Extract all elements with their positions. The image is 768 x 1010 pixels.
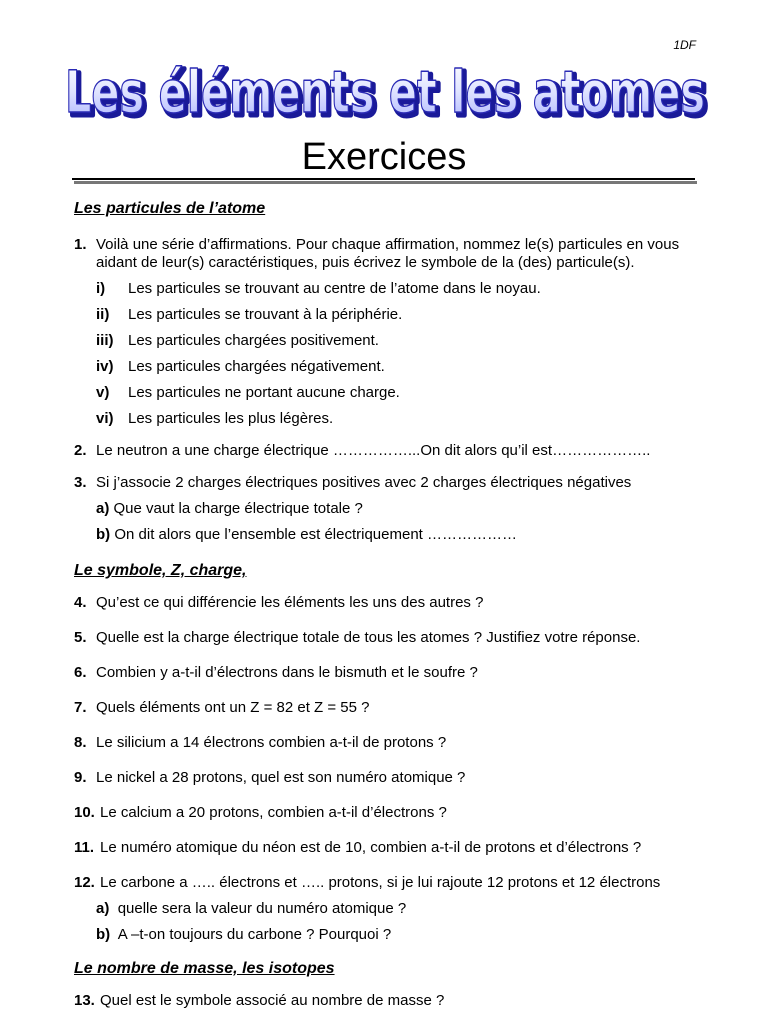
section-heading-mass: Le nombre de masse, les isotopes [74, 960, 335, 977]
sub-item: iii) Les particules chargées positivement. [96, 332, 379, 349]
question-text: Voilà une série d’affirmations. Pour chaque affirmation, nommez le(s) particules en vous aidant de leur(s) caractéristiques, puis écrivez le symbole de la (des) particule(s). [96, 236, 680, 271]
section-heading-symbol: Le symbole, Z, charge, [74, 562, 247, 579]
sub-item: vi) Les particules les plus légères. [96, 410, 334, 427]
question-6: 6. Combien y a-t-il d’électrons dans le bismuth et le soufre ? [74, 664, 478, 681]
exercise-list [74, 200, 704, 1010]
question-1 [74, 236, 704, 272]
question-11: 11. Le numéro atomique du néon est de 10, combien a-t-il de protons et d’électrons ? [74, 839, 642, 856]
section-heading-particles: Les particules de l’atome [74, 200, 266, 217]
sub-item: i) Les particules se trouvant au centre de l’atome dans le noyau. [96, 280, 541, 297]
question-10: 10. Le calcium a 20 protons, combien a-t-il d’électrons ? [74, 804, 447, 821]
sub-question-b: b) On dit alors que l’ensemble est électriquement ……………… [96, 526, 518, 543]
document-code: 1DF [673, 38, 696, 52]
question-5: 5. Quelle est la charge électrique totale de tous les atomes ? Justifiez votre réponse. [74, 629, 641, 646]
sub-question-a: a) Que vaut la charge électrique totale ? [96, 500, 363, 517]
question-number: 1. [74, 236, 87, 253]
sub-question-b: b) A –t-on toujours du carbone ? Pourquoi ? [96, 926, 392, 943]
page-title [60, 58, 710, 128]
question-9: 9. Le nickel a 28 protons, quel est son numéro atomique ? [74, 769, 466, 786]
question-2: 2. Le neutron a une charge électrique ……………...On dit alors qu’il est……………….. [74, 442, 651, 459]
question-7: 7. Quels éléments ont un Z = 82 et Z = 55 ? [74, 699, 370, 716]
page-title-text: Les éléments et les atomes [65, 58, 705, 126]
page-subtitle: Exercices [301, 136, 467, 178]
sub-item: v) Les particules ne portant aucune charge. [96, 384, 400, 401]
sub-question-a: a) quelle sera la valeur du numéro atomique ? [96, 900, 407, 917]
sub-item: iv) Les particules chargées négativement. [96, 358, 385, 375]
question-13: 13. Quel est le symbole associé au nombre de masse ? [74, 992, 445, 1009]
question-12: 12. Le carbone a ….. électrons et ….. protons, si je lui rajoute 12 protons et 12 électrons [74, 874, 661, 891]
title-divider-shadow [74, 181, 697, 184]
title-divider [72, 178, 695, 180]
question-3: 3. Si j’associe 2 charges électriques positives avec 2 charges électriques négatives [74, 474, 632, 491]
question-4: 4. Qu’est ce qui différencie les éléments les uns des autres ? [74, 594, 484, 611]
sub-item: ii) Les particules se trouvant à la périphérie. [96, 306, 403, 323]
page-title-shadow: Les éléments et les atomes [68, 61, 708, 128]
question-8: 8. Le silicium a 14 électrons combien a-t-il de protons ? [74, 734, 447, 751]
